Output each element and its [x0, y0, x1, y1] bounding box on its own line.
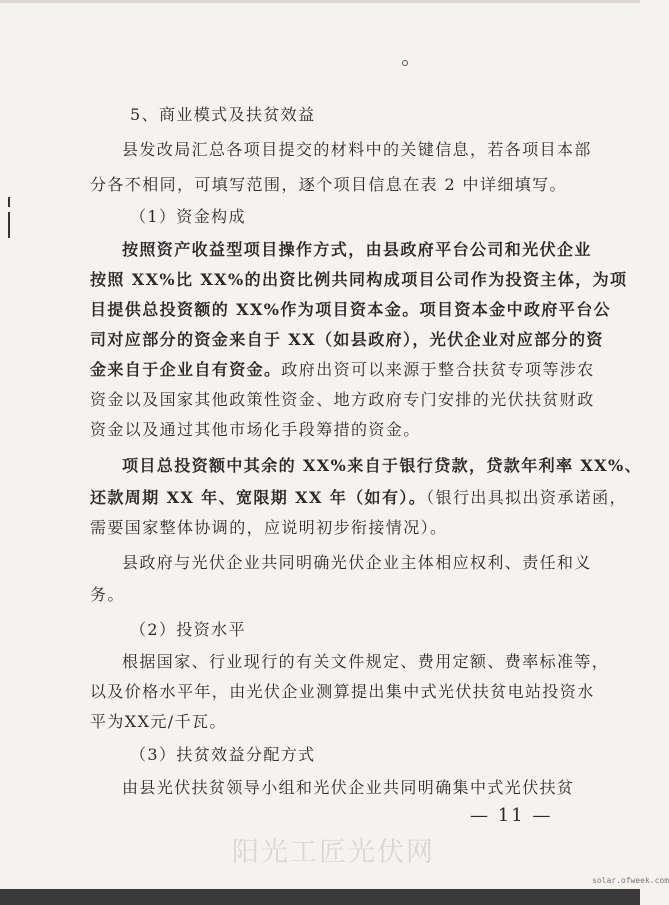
- paragraph-line: 按照 XX%比 XX%的出资比例共同构成项目公司作为投资主体，为项: [90, 270, 628, 289]
- paragraph-line: [90, 360, 595, 380]
- bold-segment: 金来自于企业自有资金。: [90, 360, 282, 379]
- paragraph-line: 按照资产收益型项目操作方式，由县政府平台公司和光伏企业: [122, 240, 592, 259]
- scan-edge-bottom: [0, 889, 640, 905]
- paragraph-line: 司对应部分的资金来自于 XX（如县政府），光伏企业对应部分的资: [90, 330, 604, 349]
- normal-segment: 政府出资可以来源于整合扶贫专项等涉农: [281, 360, 595, 379]
- page-number: — 11 —: [470, 805, 553, 826]
- corner-watermark: solar.ofweek.com: [592, 876, 669, 885]
- paragraph-line: 目提供总投资额的 XX%作为项目资本金。项目资本金中政府平台公: [90, 300, 612, 319]
- paragraph-line: 以及价格水平年，由光伏企业测算提出集中式光伏扶贫电站投资水: [90, 682, 595, 701]
- watermark: 阳光工匠光伏网: [232, 837, 435, 868]
- subsection-title: （1）资金构成: [130, 207, 246, 226]
- paragraph-line: 资金以及国家其他政策性资金、地方政府专门安排的光伏扶贫财政: [90, 390, 595, 409]
- paragraph-line: 由县光伏扶贫领导小组和光伏企业共同明确集中式光伏扶贫: [122, 778, 575, 797]
- paragraph-line: [90, 488, 627, 508]
- bold-segment: 还款周期 XX 年、宽限期 XX 年（如有）。: [90, 488, 427, 507]
- normal-segment: （银行出具拟出资承诺函，: [426, 488, 627, 507]
- paragraph-line: 项目总投资额中其余的 XX%来自于银行贷款，贷款年利率 XX%、: [122, 456, 643, 475]
- subsection-title: （3）扶贫效益分配方式: [130, 745, 316, 764]
- paragraph-line: 县政府与光伏企业共同明确光伏企业主体相应权利、责任和义: [122, 553, 592, 572]
- scan-dot: [402, 60, 408, 66]
- subsection-title: （2）投资水平: [130, 620, 246, 639]
- paragraph-line: 需要国家整体协调的，应说明初步衔接情况）。: [90, 518, 448, 537]
- paragraph-line: 根据国家、行业现行的有关文件规定、费用定额、费率标准等，: [122, 652, 610, 671]
- intro-line: 县发改局汇总各项目提交的材料中的关键信息，若各项目本部: [122, 140, 592, 159]
- scan-edge-top: [0, 0, 640, 3]
- intro-line: 分各不相同，可填写范围，逐个项目信息在表 2 中详细填写。: [90, 175, 567, 194]
- paragraph-line: 务。: [90, 585, 125, 604]
- binding-mark: [8, 212, 10, 238]
- paragraph-line: 资金以及通过其他市场化手段筹措的资金。: [90, 420, 421, 439]
- paragraph-line: 平为XX元/千瓦。: [90, 712, 227, 731]
- section-heading: 5、商业模式及扶贫效益: [130, 105, 316, 124]
- binding-mark: [8, 197, 10, 207]
